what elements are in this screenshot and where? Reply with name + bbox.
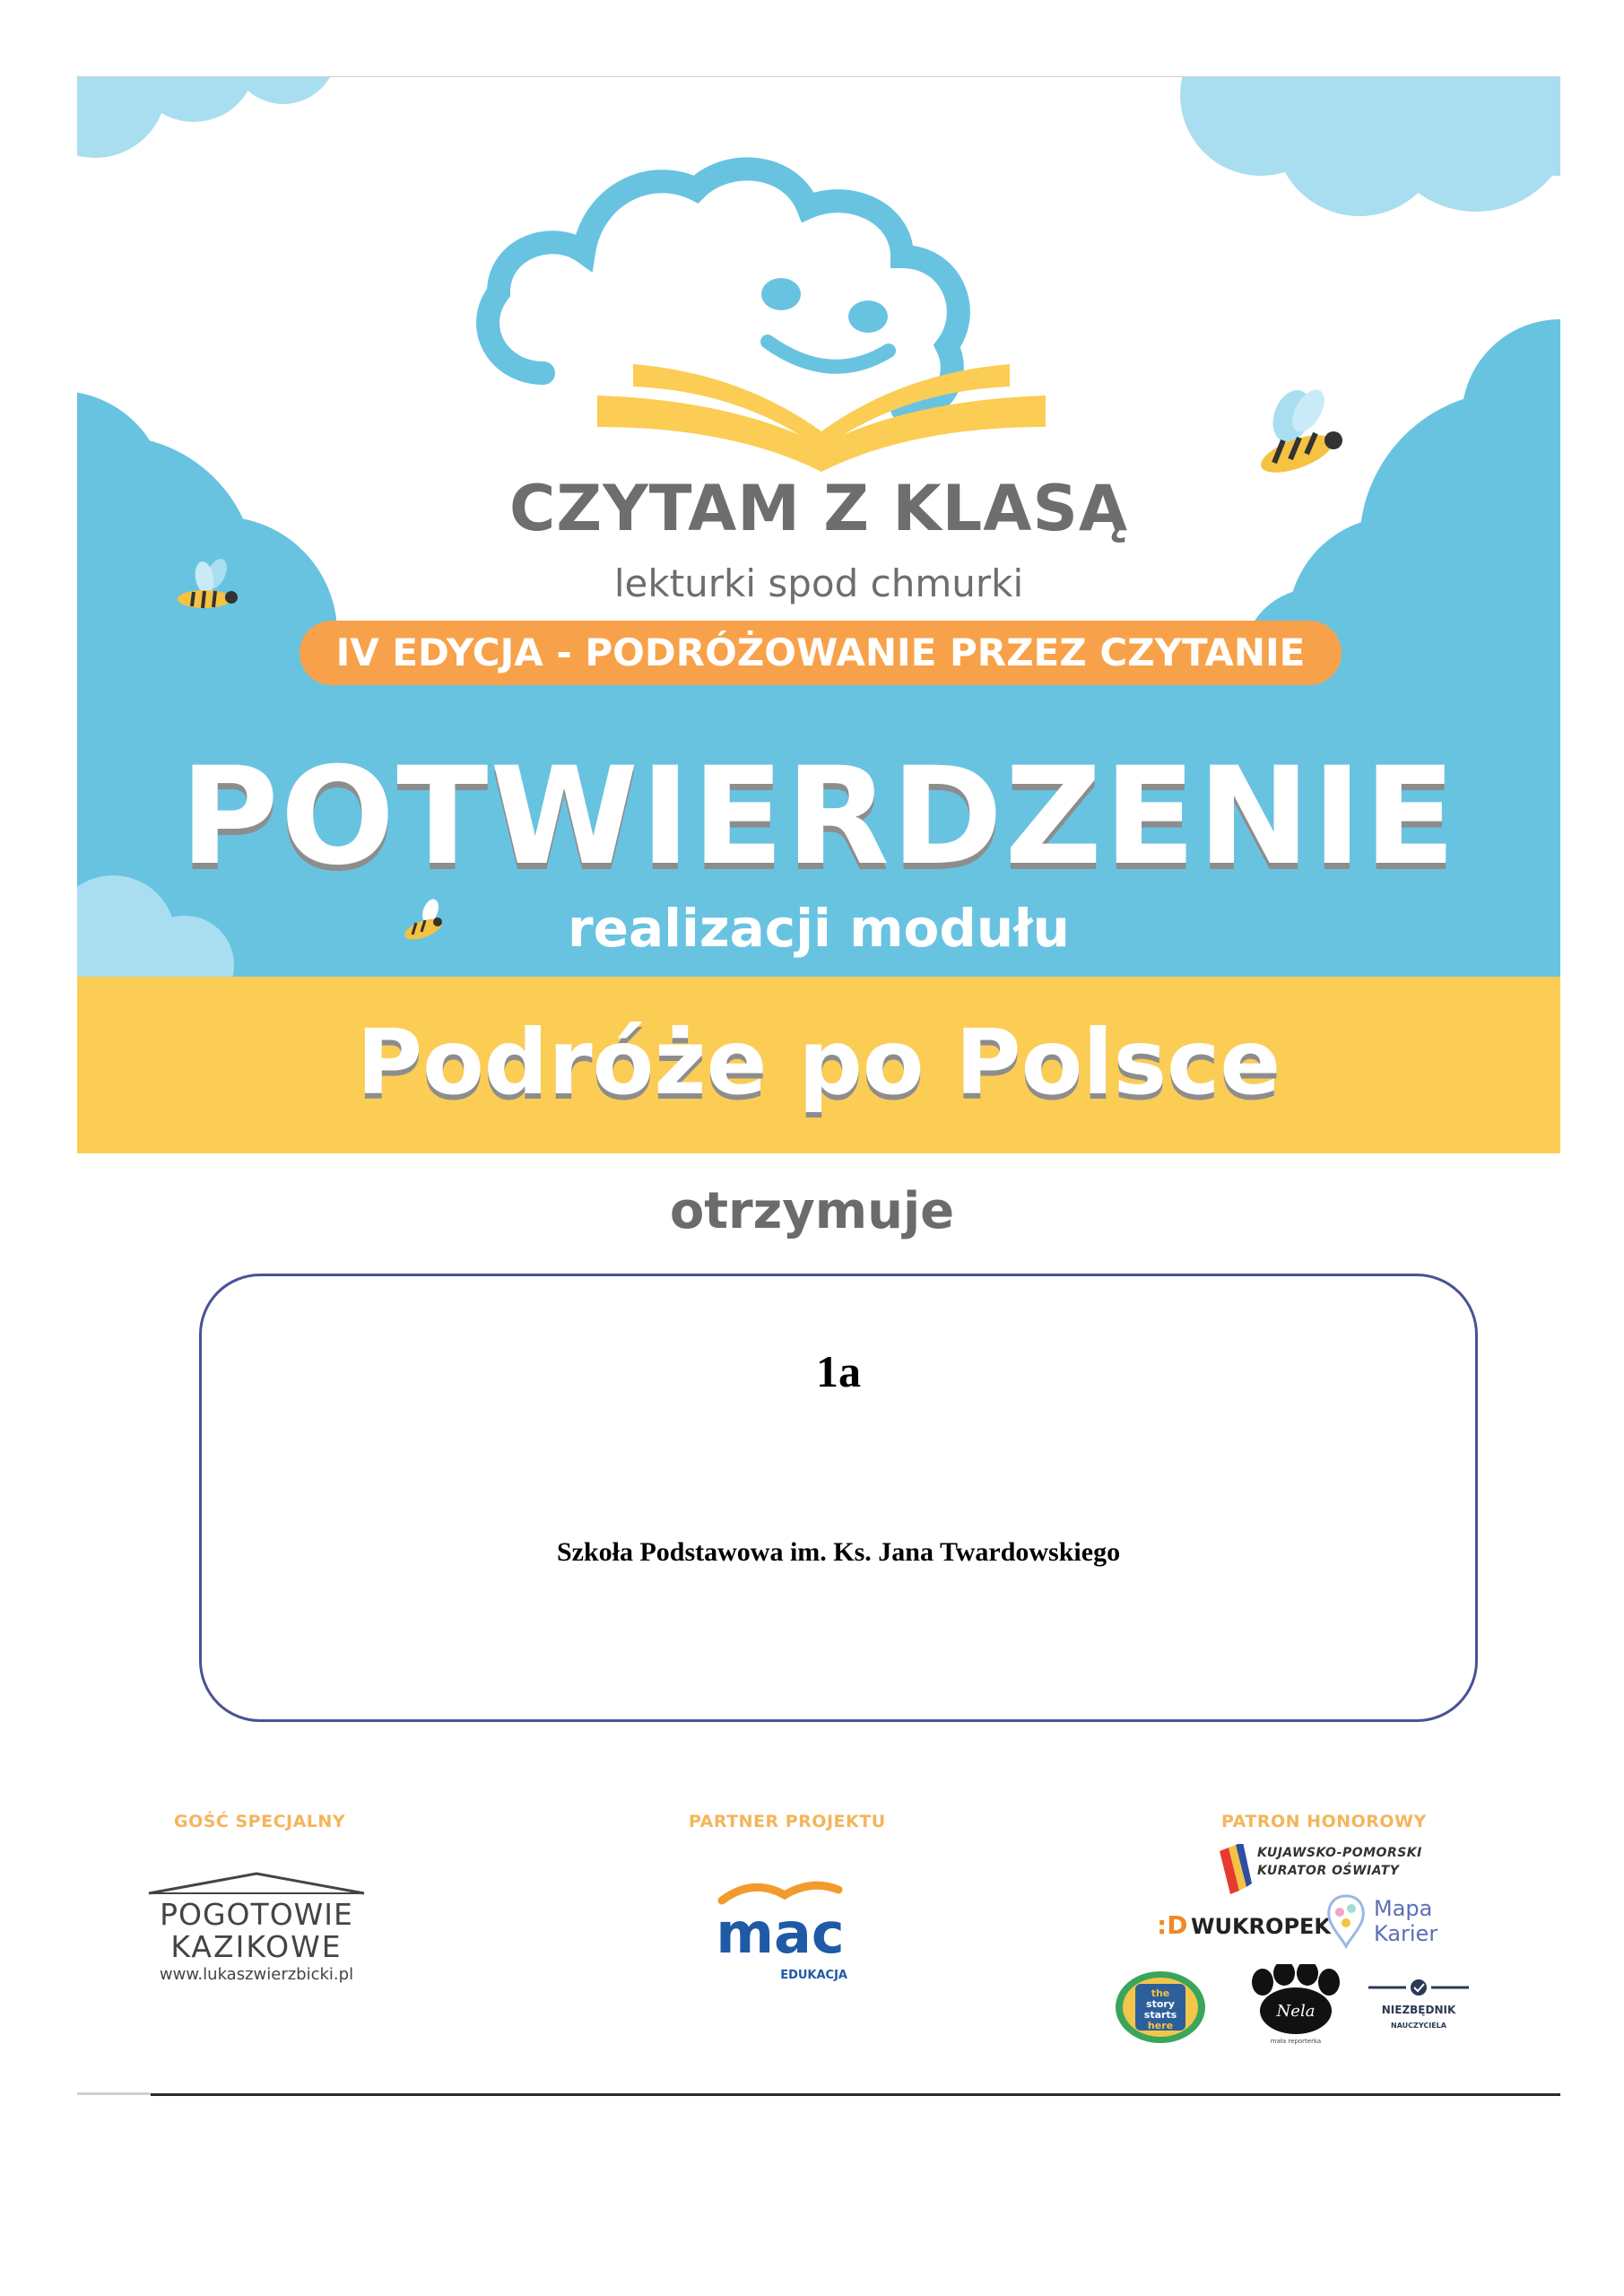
paw-icon bbox=[1243, 1964, 1349, 2045]
mapa-line2: Karier bbox=[1374, 1921, 1438, 1946]
dwukropek-name: WUKROPEK bbox=[1191, 1914, 1332, 1939]
mac-edukacja-logo bbox=[713, 1879, 847, 1987]
partner-label: PARTNER PROJEKTU bbox=[689, 1812, 886, 1831]
mac-name: mac bbox=[716, 1900, 845, 1966]
bottom-rule-light bbox=[77, 2092, 151, 2095]
edition-pill: IV EDYCJA - PODRÓŻOWANIE PRZEZ CZYTANIE bbox=[300, 621, 1342, 685]
certificate-banner bbox=[77, 77, 1560, 1153]
special-guest-label: GOŚĆ SPECJALNY bbox=[174, 1812, 346, 1831]
niezbednik-line1: NIEZBĘDNIK bbox=[1381, 2004, 1456, 2016]
story-line2: story bbox=[1146, 1998, 1175, 2010]
nela-tagline: mała reporterka bbox=[1270, 2038, 1322, 2045]
dwukropek-colon: :D bbox=[1157, 1910, 1188, 1940]
kurator-line1: KUJAWSKO-POMORSKI bbox=[1257, 1846, 1422, 1860]
pogotowie-kazikowe-logo bbox=[143, 1870, 369, 1987]
receives-label: otrzymuje bbox=[669, 1182, 955, 1240]
bottom-rule bbox=[151, 2093, 1560, 2096]
confirmation-headline: POTWIERDZENIE bbox=[179, 739, 1458, 895]
recipient-box bbox=[199, 1274, 1478, 1722]
pogotowie-line1: POGOTOWIE bbox=[160, 1897, 353, 1932]
mapa-karier-logo bbox=[1324, 1892, 1449, 1955]
flag-icon bbox=[1216, 1844, 1252, 1898]
dwukropek-logo bbox=[1157, 1903, 1332, 1948]
pogotowie-url: www.lukaszwierzbicki.pl bbox=[159, 1965, 354, 1984]
class-name: 1a bbox=[816, 1346, 861, 1396]
logo-title: CZYTAM Z KLASĄ bbox=[508, 472, 1129, 545]
school-name: Szkoła Podstawowa im. Ks. Jana Twardowskiego bbox=[556, 1537, 1121, 1567]
mac-sub: EDUKACJA bbox=[780, 1969, 847, 1982]
nela-logo bbox=[1243, 1964, 1349, 2045]
niezbednik-logo bbox=[1365, 1973, 1472, 2036]
patron-label: PATRON HONOROWY bbox=[1221, 1812, 1427, 1831]
pogotowie-line2: KAZIKOWE bbox=[170, 1929, 343, 1964]
kurator-line2: KURATOR OŚWIATY bbox=[1257, 1864, 1400, 1878]
nela-name: Nela bbox=[1276, 2002, 1316, 2021]
story-line1: the bbox=[1151, 1987, 1170, 1999]
logo-subtitle: lekturki spod chmurki bbox=[613, 561, 1024, 605]
niezbednik-line2: NAUCZYCIELA bbox=[1391, 2022, 1446, 2030]
module-title: Podróże po Polsce bbox=[356, 1010, 1281, 1115]
house-roof-icon bbox=[143, 1870, 369, 1897]
story-badge-graphic bbox=[1114, 1970, 1207, 2045]
mapa-line1: Mapa bbox=[1374, 1896, 1433, 1921]
story-line3: starts bbox=[1143, 2009, 1177, 2021]
story-starts-here-badge bbox=[1114, 1970, 1207, 2045]
check-badge-icon bbox=[1365, 1977, 1472, 1998]
story-line4: here bbox=[1147, 2020, 1174, 2031]
module-completion-subtitle: realizacji modułu bbox=[568, 898, 1070, 959]
balloon-icon bbox=[1324, 1892, 1368, 1950]
